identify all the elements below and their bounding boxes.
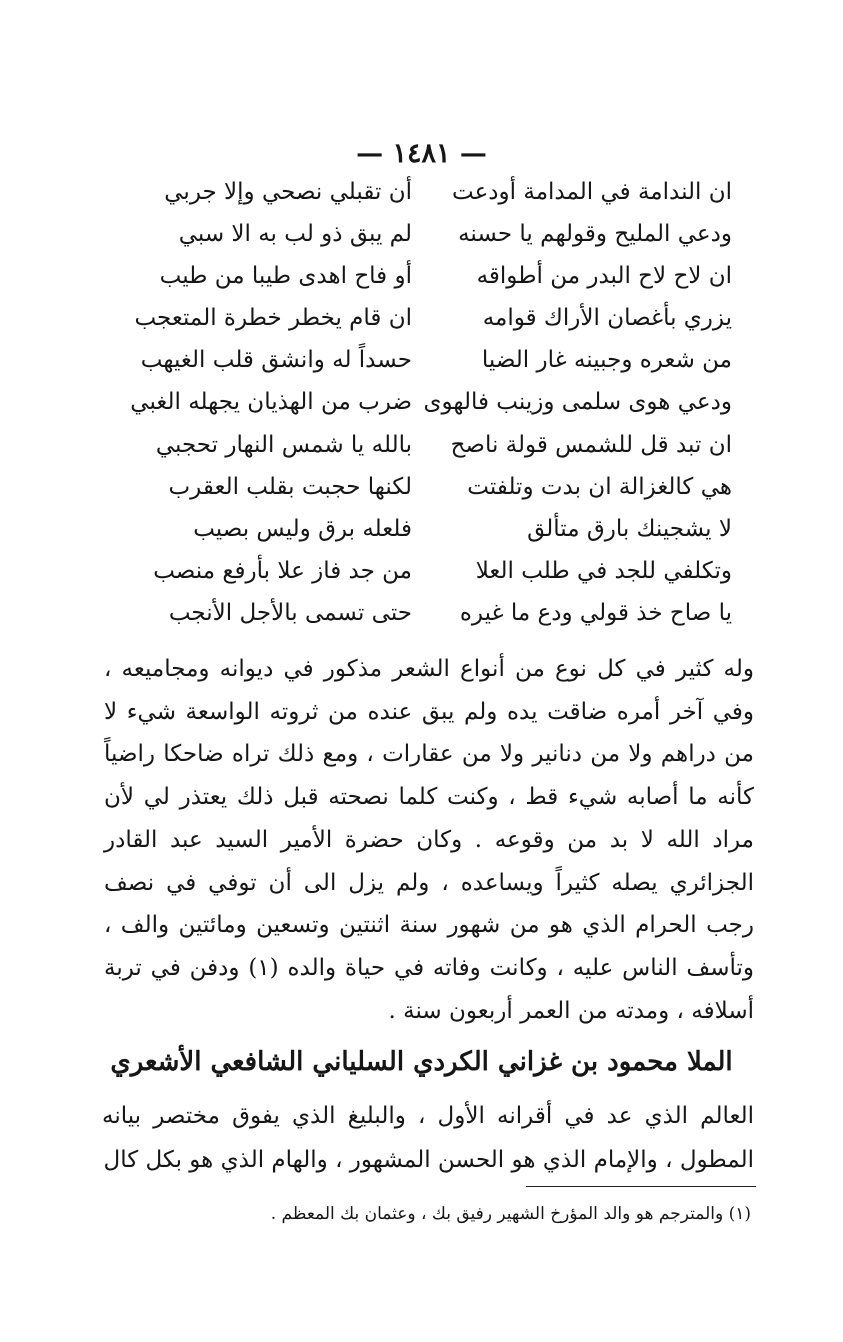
verse-first-hemistich: يزري بأغصان الأراك قوامه <box>482 305 732 332</box>
biography-paragraph <box>102 1094 754 1182</box>
verse-second-hemistich: حسداً له وانشق قلب الغيهب <box>140 347 412 374</box>
verse-second-hemistich: ان قام يخطر خطرة المتعجب <box>134 305 412 332</box>
footnote: (١) والمترجم هو والد المؤرخ الشهير رفيق بك ، وعثمان بك المعظم . <box>270 1204 751 1224</box>
verse-second-hemistich: من جد فاز علا بأرفع منصب <box>153 557 412 584</box>
verse-line <box>140 593 732 635</box>
verse-line <box>140 340 732 382</box>
verse-first-hemistich: وتكلفي للجد في طلب العلا <box>475 557 732 584</box>
verse-line <box>140 467 732 509</box>
page-number: — ١٤٨١ — <box>356 138 487 169</box>
verse-first-hemistich: ان لاح لاح البدر من أطواقه <box>476 263 732 290</box>
verse-first-hemistich: ان تبد قل للشمس قولة ناصح <box>450 431 732 458</box>
verse-line <box>140 551 732 593</box>
verse-first-hemistich: هي كالغزالة ان بدت وتلفتت <box>467 473 732 500</box>
verse-first-hemistich: يا صاح خذ قولي ودع ما غيره <box>459 599 732 626</box>
body-paragraph <box>104 648 754 1032</box>
verse-line <box>140 214 732 256</box>
verse-line <box>140 256 732 298</box>
verse-second-hemistich: أو فاح اهدى طيبا من طيب <box>159 263 412 290</box>
verse-first-hemistich: ودعي هوى سلمى وزينب فالهوى <box>423 389 732 416</box>
paragraph-text: العالم الذي عد في أقرانه الأول ، والبليغ الذي يفوق مختصر بيانه المطول ، والإمام الذي هو الحسن المشهور ، والهام الذي هو بكل كال <box>102 1103 754 1173</box>
verse-second-hemistich: بالله يا شمس النهار تحجبي <box>155 431 412 458</box>
verse-line <box>140 425 732 467</box>
verse-second-hemistich: ضرب من الهذيان يجهله الغبي <box>130 389 412 416</box>
poem <box>130 172 732 635</box>
verse-first-hemistich: لا يشجينك بارق متألق <box>527 515 732 542</box>
verse-second-hemistich: لكنها حجبت بقلب العقرب <box>168 473 412 500</box>
verse-first-hemistich: ودعي المليح وقولهم يا حسنه <box>458 221 732 248</box>
footnote-divider <box>526 1186 756 1187</box>
verse-second-hemistich: حتى تسمى بالأجل الأنجب <box>168 599 412 626</box>
verse-first-hemistich: ان الندامة في المدامة أودعت <box>452 179 732 205</box>
verse-line <box>134 298 732 340</box>
verse-line <box>140 509 732 551</box>
verse-line <box>130 382 732 424</box>
verse-first-hemistich: من شعره وجبينه غار الضيا <box>481 347 732 374</box>
verse-second-hemistich: فلعله برق وليس بصيب <box>193 515 412 542</box>
verse-second-hemistich: أن تقبلي نصحي وإلا جربي <box>164 179 412 205</box>
verse-line <box>140 172 732 214</box>
section-heading: الملا محمود بن غزاني الكردي السلياني الشافعي الأشعري <box>110 1047 733 1077</box>
paragraph-text: وله كثير في كل نوع من أنواع الشعر مذكور في ديوانه ومجاميعه ، وفي آخر أمره ضاقت يده ولم يبق عنده من ثروته الواسعة شيء لا من دراهم ولا من دنانير ولا من عقارات ، ومع ذلك تراه ضاحكا راضياً كأنه ما أصابه شيء قط ، وكنت كلما نصحته قبل ذلك يعتذر لي لأن مراد الله لا بد من وقوعه . وكان حضرة الأمير السيد عبد القادر الجزائري يصله كثيراً ويساعده ، ولم يزل الى أن توفي في نصف رجب الحرام الذي هو من شهور سنة اثنتين وتسعين ومائتين والف ، وتأسف الناس عليه ، وكانت وفاته في حياة والده (١) ودفن في تربة أسلافه ، ومدته من العمر أربعون سنة . <box>104 656 754 1024</box>
verse-second-hemistich: لم يبق ذو لب به الا سبي <box>178 221 412 248</box>
